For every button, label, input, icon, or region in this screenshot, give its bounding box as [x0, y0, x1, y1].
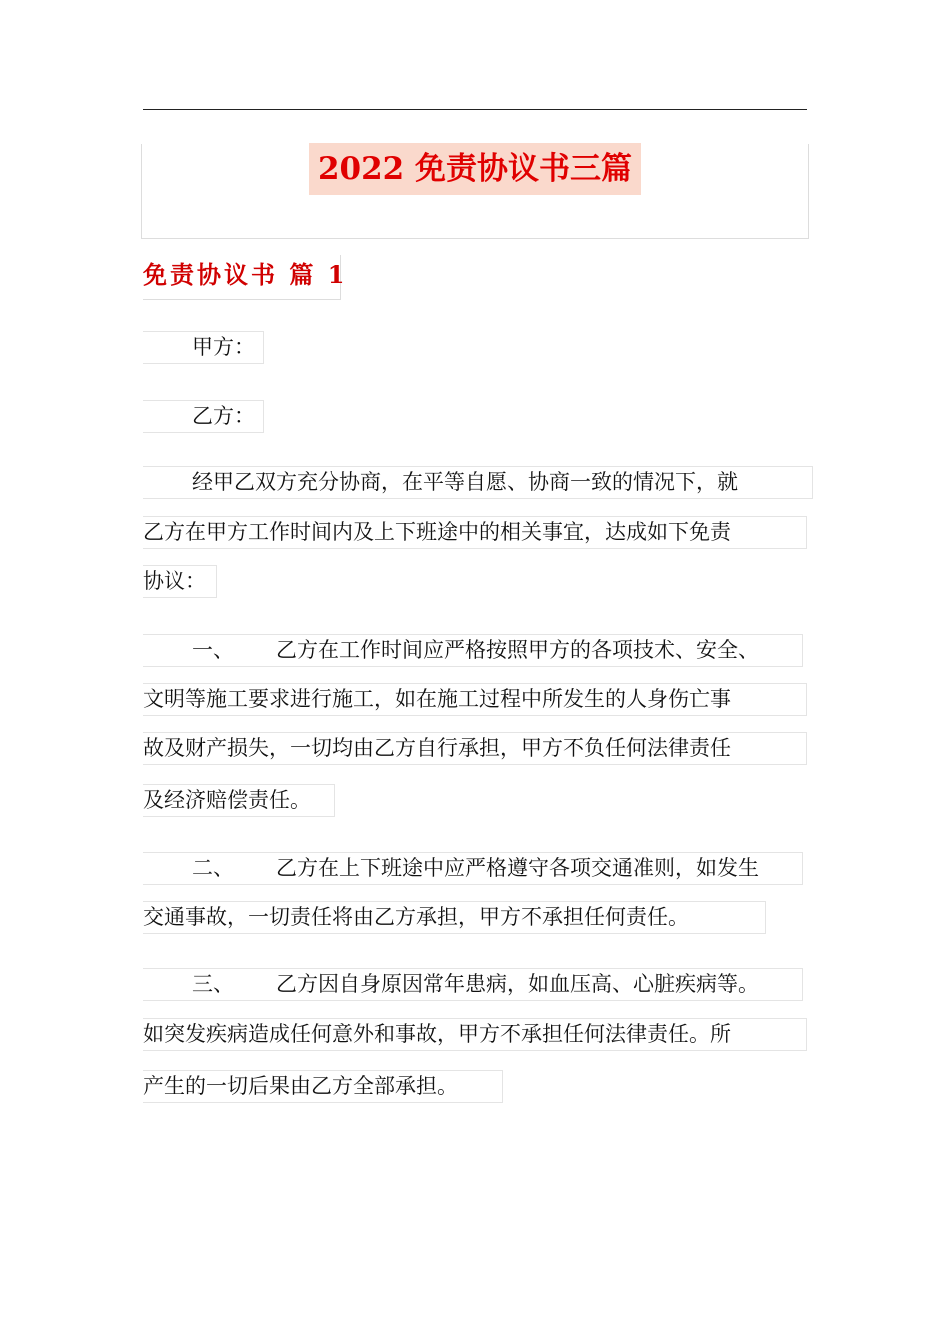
clause-1-line: 文明等施工要求进行施工，如在施工过程中所发生的人身伤亡事 — [143, 683, 807, 716]
clause-1-text: 乙方在工作时间应严格按照甲方的各项技术、安全、 — [276, 638, 759, 662]
intro-line: 乙方在甲方工作时间内及上下班途中的相关事宜，达成如下免责 — [143, 516, 807, 549]
intro-line: 协议： — [143, 565, 217, 598]
clause-2-line: 交通事故，一切责任将由乙方承担，甲方不承担任何责任。 — [143, 901, 766, 934]
clause-2-text: 乙方在上下班途中应严格遵守各项交通准则，如发生 — [276, 856, 759, 880]
clause-3-number: 三、 — [192, 972, 234, 996]
clause-1-number: 一、 — [192, 638, 234, 662]
clause-3-first-line — [143, 968, 803, 1001]
party-b-label: 乙方： — [143, 400, 264, 433]
clause-1-line: 故及财产损失，一切均由乙方自行承担，甲方不负任何法律责任 — [143, 732, 807, 765]
clause-2-first-line — [143, 852, 803, 885]
section-heading: 免责协议书 篇 1 — [143, 255, 341, 300]
clause-3-text: 乙方因自身原因常年患病，如血压高、心脏疾病等。 — [276, 972, 759, 996]
clause-2-number: 二、 — [192, 856, 234, 880]
clause-1-line: 及经济赔偿责任。 — [143, 784, 335, 817]
intro-line: 经甲乙双方充分协商，在平等自愿、协商一致的情况下，就 — [143, 466, 813, 499]
top-rule — [143, 109, 807, 110]
clause-3-line: 产生的一切后果由乙方全部承担。 — [143, 1070, 503, 1103]
clause-1-first-line — [143, 634, 803, 667]
document-title: 2022 免责协议书三篇 — [309, 143, 641, 195]
clause-3-line: 如突发疾病造成任何意外和事故，甲方不承担任何法律责任。所 — [143, 1018, 807, 1051]
party-a-label: 甲方： — [143, 331, 264, 364]
